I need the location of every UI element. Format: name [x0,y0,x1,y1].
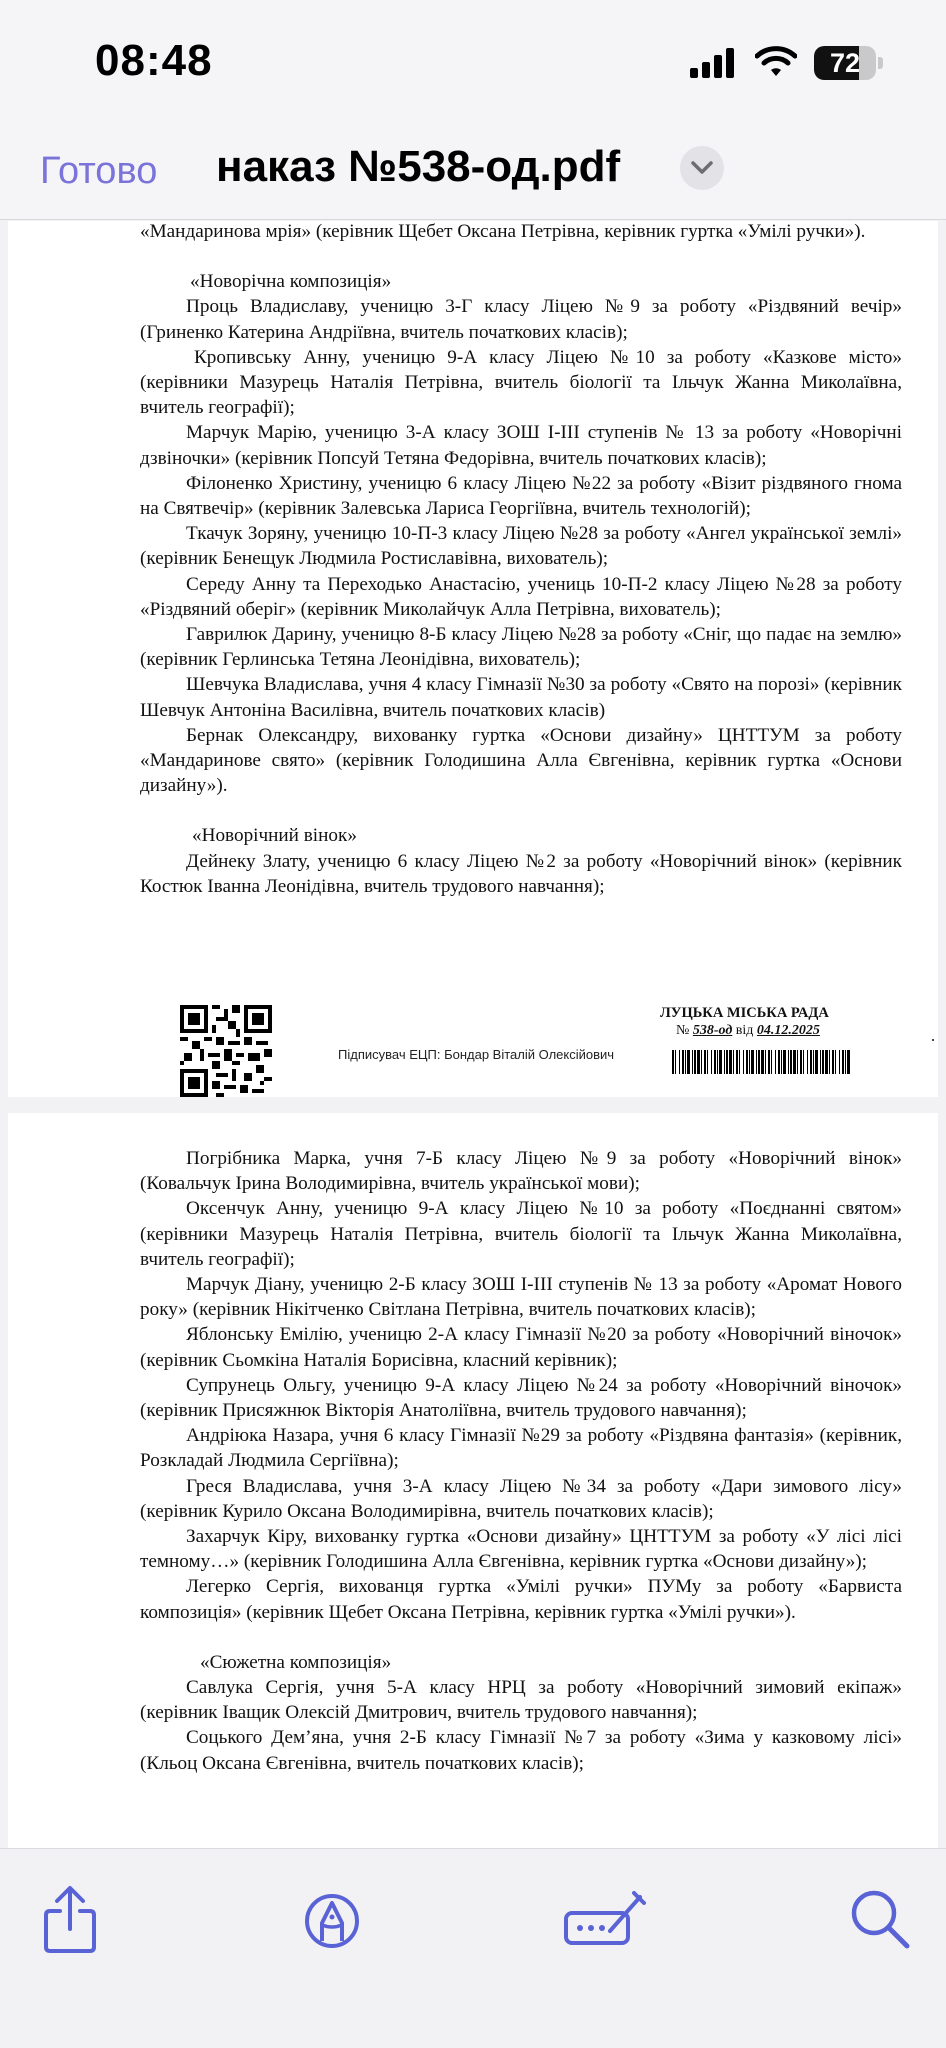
barcode-bar [771,1050,772,1074]
barcode-bar [800,1050,802,1074]
barcode-bar [749,1050,750,1074]
bottom-toolbar [0,1848,946,2048]
pdf-page-1[interactable] [8,221,938,1097]
barcode-bar [682,1050,684,1074]
barcode-bar [726,1050,728,1074]
barcode-bar [768,1050,770,1074]
page-1-text [140,221,902,899]
barcode-bar [739,1050,740,1074]
barcode-bar [825,1050,828,1074]
doc-num-prefix: № [676,1023,690,1038]
paragraph: Ткачук Зоряну, ученицю 10-П-3 класу Ліцею №28 за роботу «Ангел української землі» (керівник Бенещук Людмила Ростиславівна, вихователь); [140,523,902,570]
barcode-bar [803,1050,804,1074]
paragraph: Оксенчук Анну, ученицю 9-А класу Ліцею №10 за роботу «Поєднанні святом» (керівники Мазурець Наталія Петрівна, вчитель біології та Ільчук Жанна Миколаївна, вчитель географії); [140,1198,902,1270]
council-name: ЛУЦЬКА МІСЬКА РАДА [660,1005,829,1021]
paragraph: Філоненко Христину, ученицю 6 класу Ліцею №22 за роботу «Візит різдвяного гнома на Святвечір» (керівник Залевська Лариса Георгіївна, вчитель технологій); [140,472,902,520]
paragraph: Шевчука Владислава, учня 4 класу Гімназії №30 за роботу «Свято на порозі» (керівник Шевчук Антоніна Василівна, вчитель початкових класів) [140,674,902,721]
paragraph: Легерко Сергія, вихованця гуртка «Умілі ручки» ПУМу за роботу «Барвиста композиція» (керівник Щебет Оксана Петрівна, керівник гуртка «Умілі ручки»). [140,1576,902,1623]
barcode-bar [711,1050,712,1074]
nav-bar [0,130,946,220]
doc-num-value: 538-од [692,1023,733,1038]
barcode-bar [717,1050,718,1074]
page-dot [932,1039,934,1041]
barcode-bar [697,1050,700,1074]
barcode-bar [781,1050,782,1074]
share-icon [30,1879,110,1959]
barcode-icon [672,1050,850,1074]
barcode-bar [692,1050,693,1074]
paragraph: Проць Владиславу, ученицю 3-Г класу Ліцею №9 за роботу «Різдвяний вечір» (Гриненко Катерина Андріївна, вчитель початкових класів); [140,296,902,343]
search-icon [840,1879,920,1959]
section-heading: «Новорічний вінок» [192,825,357,847]
paragraph: Андріюка Назара, учня 6 класу Гімназії №29 за роботу «Різдвяна фантазія» (керівник, Розкладай Людмила Сергіївна); [140,1425,902,1472]
barcode-bar [778,1050,780,1074]
title-menu-button[interactable] [680,146,724,190]
section-heading: «Новорічна композиція» [190,271,392,293]
barcode-bar [704,1050,706,1074]
barcode-bar [788,1050,789,1074]
doc-date-value: 04.12.2025 [756,1023,820,1038]
barcode-bar [765,1050,766,1074]
status-time: 08:48 [95,36,213,85]
document-title[interactable]: наказ №538-од.pdf [216,142,621,191]
barcode-bar [756,1050,757,1074]
barcode-bar [822,1050,824,1074]
paragraph: Бернак Олександру, вихованку гуртка «Основи дизайну» ЦНТТУМ за роботу «Мандаринове свято» (керівник Голодишина Алла Євгенівна, керівник гуртка «Основи дизайну»). [140,724,902,797]
paragraph: Марчук Діану, ученицю 2-Б класу ЗОШ І-ІІІ ступенів № 13 за роботу «Аромат Нового року» (керівник Нікітченко Світлана Петрівна, вчитель початкових класів); [140,1274,902,1321]
barcode-bar [694,1050,696,1074]
markup-pen-icon [292,1879,372,1959]
barcode-bar [793,1050,796,1074]
barcode-bar [758,1050,760,1074]
barcode-bar [679,1050,680,1074]
barcode-bar [707,1050,708,1074]
chevron-down-icon [690,158,714,178]
battery-icon [814,46,884,80]
paragraph: Захарчук Кіру, вихованку гуртка «Основи дизайну» ЦНТТУМ за роботу «У лісі лісі темному…» (керівник Голодишина Алла Євгенівна, керівник гуртка «Основи дизайну»); [140,1526,902,1573]
barcode-bar [829,1050,830,1074]
paragraph: Гаврилюк Дарину, ученицю 8-Б класу Ліцею №28 за роботу «Сніг, що падає на землю» (керівник Герлинська Тетяна Леонідівна, вихователь); [140,624,902,671]
barcode-bar [761,1050,764,1074]
signer-label: Підписувач ЕЦП: Бондар Віталій Олексійович [338,1047,615,1062]
markup-button[interactable] [292,1879,372,1959]
paragraph: Супрунець Ольгу, ученицю 9-А класу Ліцею №24 за роботу «Новорічний віночок» (керівник Присяжнюк Вікторія Анатоліївна, вчитель трудового навчання); [140,1374,902,1422]
barcode-bar [815,1050,818,1074]
barcode-bar [729,1050,732,1074]
paragraph: Погрібника Марка, учня 7-Б класу Ліцею №9 за роботу «Новорічний вінок» (Ковальчук Ірина Володимирівна, вчитель української мови); [140,1148,902,1195]
barcode-bar [701,1050,702,1074]
barcode-bar [672,1050,674,1074]
barcode-bar [685,1050,686,1074]
paragraph: Соцького Дем’яна, учня 2-Б класу Гімназії №7 за роботу «Зима у казковому лісі» (Кльоц Оксана Євгенівна, вчитель початкових класів); [140,1727,902,1774]
signature-icon [560,1879,650,1959]
barcode-bar [847,1050,850,1074]
page-2-text [140,1146,902,1776]
battery-percent: 72 [829,48,861,78]
qr-code-icon [180,1005,272,1097]
doc-date-prefix: від [735,1023,754,1038]
barcode-bar [839,1050,840,1074]
barcode-bar [719,1050,722,1074]
section-heading: «Сюжетна композиція» [200,1651,392,1673]
pdf-page-2[interactable] [8,1113,938,1848]
barcode-bar [783,1050,786,1074]
barcode-bar [797,1050,798,1074]
barcode-bar [746,1050,748,1074]
barcode-bar [810,1050,812,1074]
paragraph: Кропивську Анну, ученицю 9-А класу Ліцею №10 за роботу «Казкове місто» (керівники Мазурець Наталія Петрівна, вчитель біології та Ільчук Жанна Миколаївна, вчитель географії); [140,346,902,419]
barcode-bar [733,1050,734,1074]
barcode-bar [675,1050,676,1074]
barcode-bar [813,1050,814,1074]
paragraph: Греся Владислава, учня 3-А класу Ліцею №34 за роботу «Дари зимового лісу» (керівник Курило Оксана Володимирівна, вчитель початкових класів); [140,1475,902,1522]
paragraph: Дейнеку Злату, ученицю 6 класу Ліцею №2 за роботу «Новорічний вінок» (керівник Костюк Іванна Леонідівна, вчитель трудового навчання); [140,850,902,897]
barcode-bar [736,1050,738,1074]
done-button[interactable]: Готово [40,150,158,192]
barcode-bar [687,1050,690,1074]
barcode-bar [832,1050,834,1074]
barcode-bar [807,1050,808,1074]
barcode-bar [743,1050,744,1074]
barcode-bar [820,1050,821,1074]
paragraph: «Мандаринова мрія» (керівник Щебет Оксана Петрівна, керівник гуртка «Умілі ручки»). [140,221,866,242]
cellular-signal-icon [690,48,734,78]
document-number [676,1023,820,1039]
paragraph: Яблонську Емілію, ученицю 2-А класу Гімназії №20 за роботу «Новорічний віночок» (керівник Сьомкіна Наталія Борисівна, класний керівник); [140,1324,902,1371]
barcode-bar [751,1050,754,1074]
wifi-icon [755,44,797,78]
barcode-bar [845,1050,846,1074]
search-button[interactable] [840,1879,920,1959]
paragraph: Савлука Сергія, учня 5-А класу НРЦ за роботу «Новорічний зимовий екіпаж» (керівник Іващик Олексій Дмитрович, вчитель трудового навчання); [140,1677,902,1724]
status-bar [0,0,946,130]
paragraph: Марчук Марію, ученицю 3-А класу ЗОШ І-ІІІ ступенів № 13 за роботу «Новорічні дзвіночки» (керівник Попсуй Тетяна Федорівна, вчитель початкових класів); [140,422,902,469]
barcode-bar [775,1050,776,1074]
barcode-bar [724,1050,725,1074]
share-button[interactable] [30,1879,110,1959]
barcode-bar [714,1050,716,1074]
barcode-bar [835,1050,836,1074]
paragraph: Середу Анну та Переходько Анастасію, учениць 10-П-2 класу Ліцею №28 за роботу «Різдвяний оберіг» (керівник Миколайчук Алла Петрівна, вихователь); [140,573,902,620]
barcode-bar [842,1050,844,1074]
signature-button[interactable] [560,1879,650,1959]
barcode-bar [790,1050,792,1074]
